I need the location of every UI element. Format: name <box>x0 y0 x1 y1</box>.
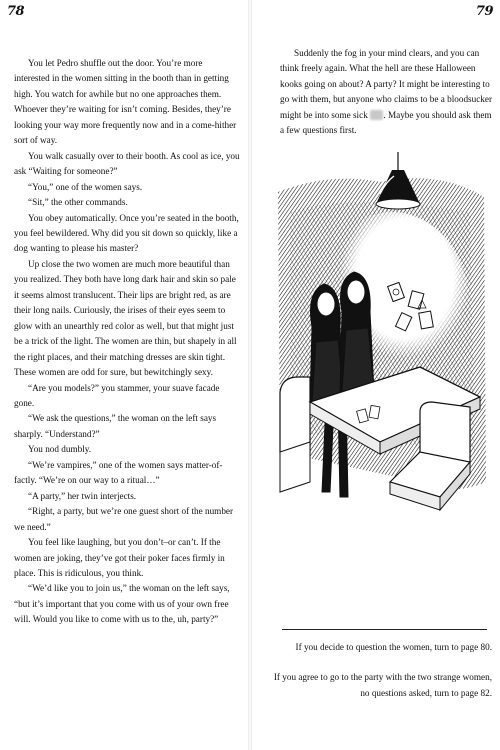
intro-text: Suddenly the fog in your mind clears, and you can think freely again. What the hell are these Halloween kooks going on about? A party? It might be interesting to go with them, but anyone who claims to be a bloodsucker might be into some sick <box>280 48 493 120</box>
choice-question-women: If you decide to question the women, turn to page 80. <box>295 642 492 652</box>
paragraph: “You,” one of the women says. <box>28 181 143 192</box>
left-page <box>0 0 248 750</box>
paragraph: “Sit,” the other commands. <box>28 197 128 208</box>
paragraph: Up close the two women are much more beautiful than you realized. They both have long dark hair and skin so pale it seems almost translucent. Their lips are bright red, as are their long nails. Curiously, the irises of their eyes seem to glow with an unearthly red color as well, but that might just be a trick of the light. The women are thin, but shapely in all the right places, and their matching dresses are skin tight. These women are odd for sure, but bewitchingly sexy. <box>14 258 237 378</box>
right-page <box>252 0 500 750</box>
paragraph: “We ask the questions,” the woman on the left says sharply. “Understand?” <box>14 413 217 439</box>
paragraph: “A party,” her twin interjects. <box>28 490 137 501</box>
page-number: 79 <box>475 4 493 19</box>
paragraph: “Right, a party, but we’re one guest short of the number we need.” <box>14 506 234 532</box>
censored-word <box>370 110 383 120</box>
page-number: 78 <box>7 4 25 19</box>
paragraph <box>280 46 494 139</box>
paragraph: “We’d like you to join us,” the woman on the left says, “but it’s important that you come with us of your own free will. Would you like to come with us to the, uh, party?” <box>14 583 230 625</box>
body-text <box>280 46 494 139</box>
paragraph: You feel like laughing, but you don’t–or can’t. If the women are joking, they’ve got their poker faces firmly in place. This is ridiculous, you think. <box>14 537 225 578</box>
choice-go-to-party: If you agree to go to the party with the two strange women, no questions asked, turn to page 82. <box>273 672 492 698</box>
vampire-twins-illustration <box>270 152 492 607</box>
paragraph: You nod dumbly. <box>28 444 92 455</box>
paragraph: You obey automatically. Once you’re seated in the booth, you feel bewildered. Why did you sit down so quickly, like a dog wanting to please his master? <box>14 212 239 254</box>
paragraph: “We’re vampires,” one of the women says matter-of-factly. “We’re on our way to a ritual…” <box>14 459 223 486</box>
paragraph: You let Pedro shuffle out the door. You’re more interested in the women sitting in the booth than in getting high. You watch for awhile but no one approaches them. Whoever they’re waiting for isn’t coming. Besides, they’re looking your way more frequently now and in a come-hither sort of way. <box>14 58 237 146</box>
paragraph: “Are you models?” you stammer, your suave facade gone. <box>14 382 220 408</box>
divider-rule <box>282 629 487 630</box>
paragraph: You walk casually over to their booth. As cool as ice, you ask “Waiting for someone?” <box>14 150 240 177</box>
intro-text-end: . Maybe you should ask them a few questions first. <box>280 109 492 136</box>
body-text <box>14 56 240 628</box>
